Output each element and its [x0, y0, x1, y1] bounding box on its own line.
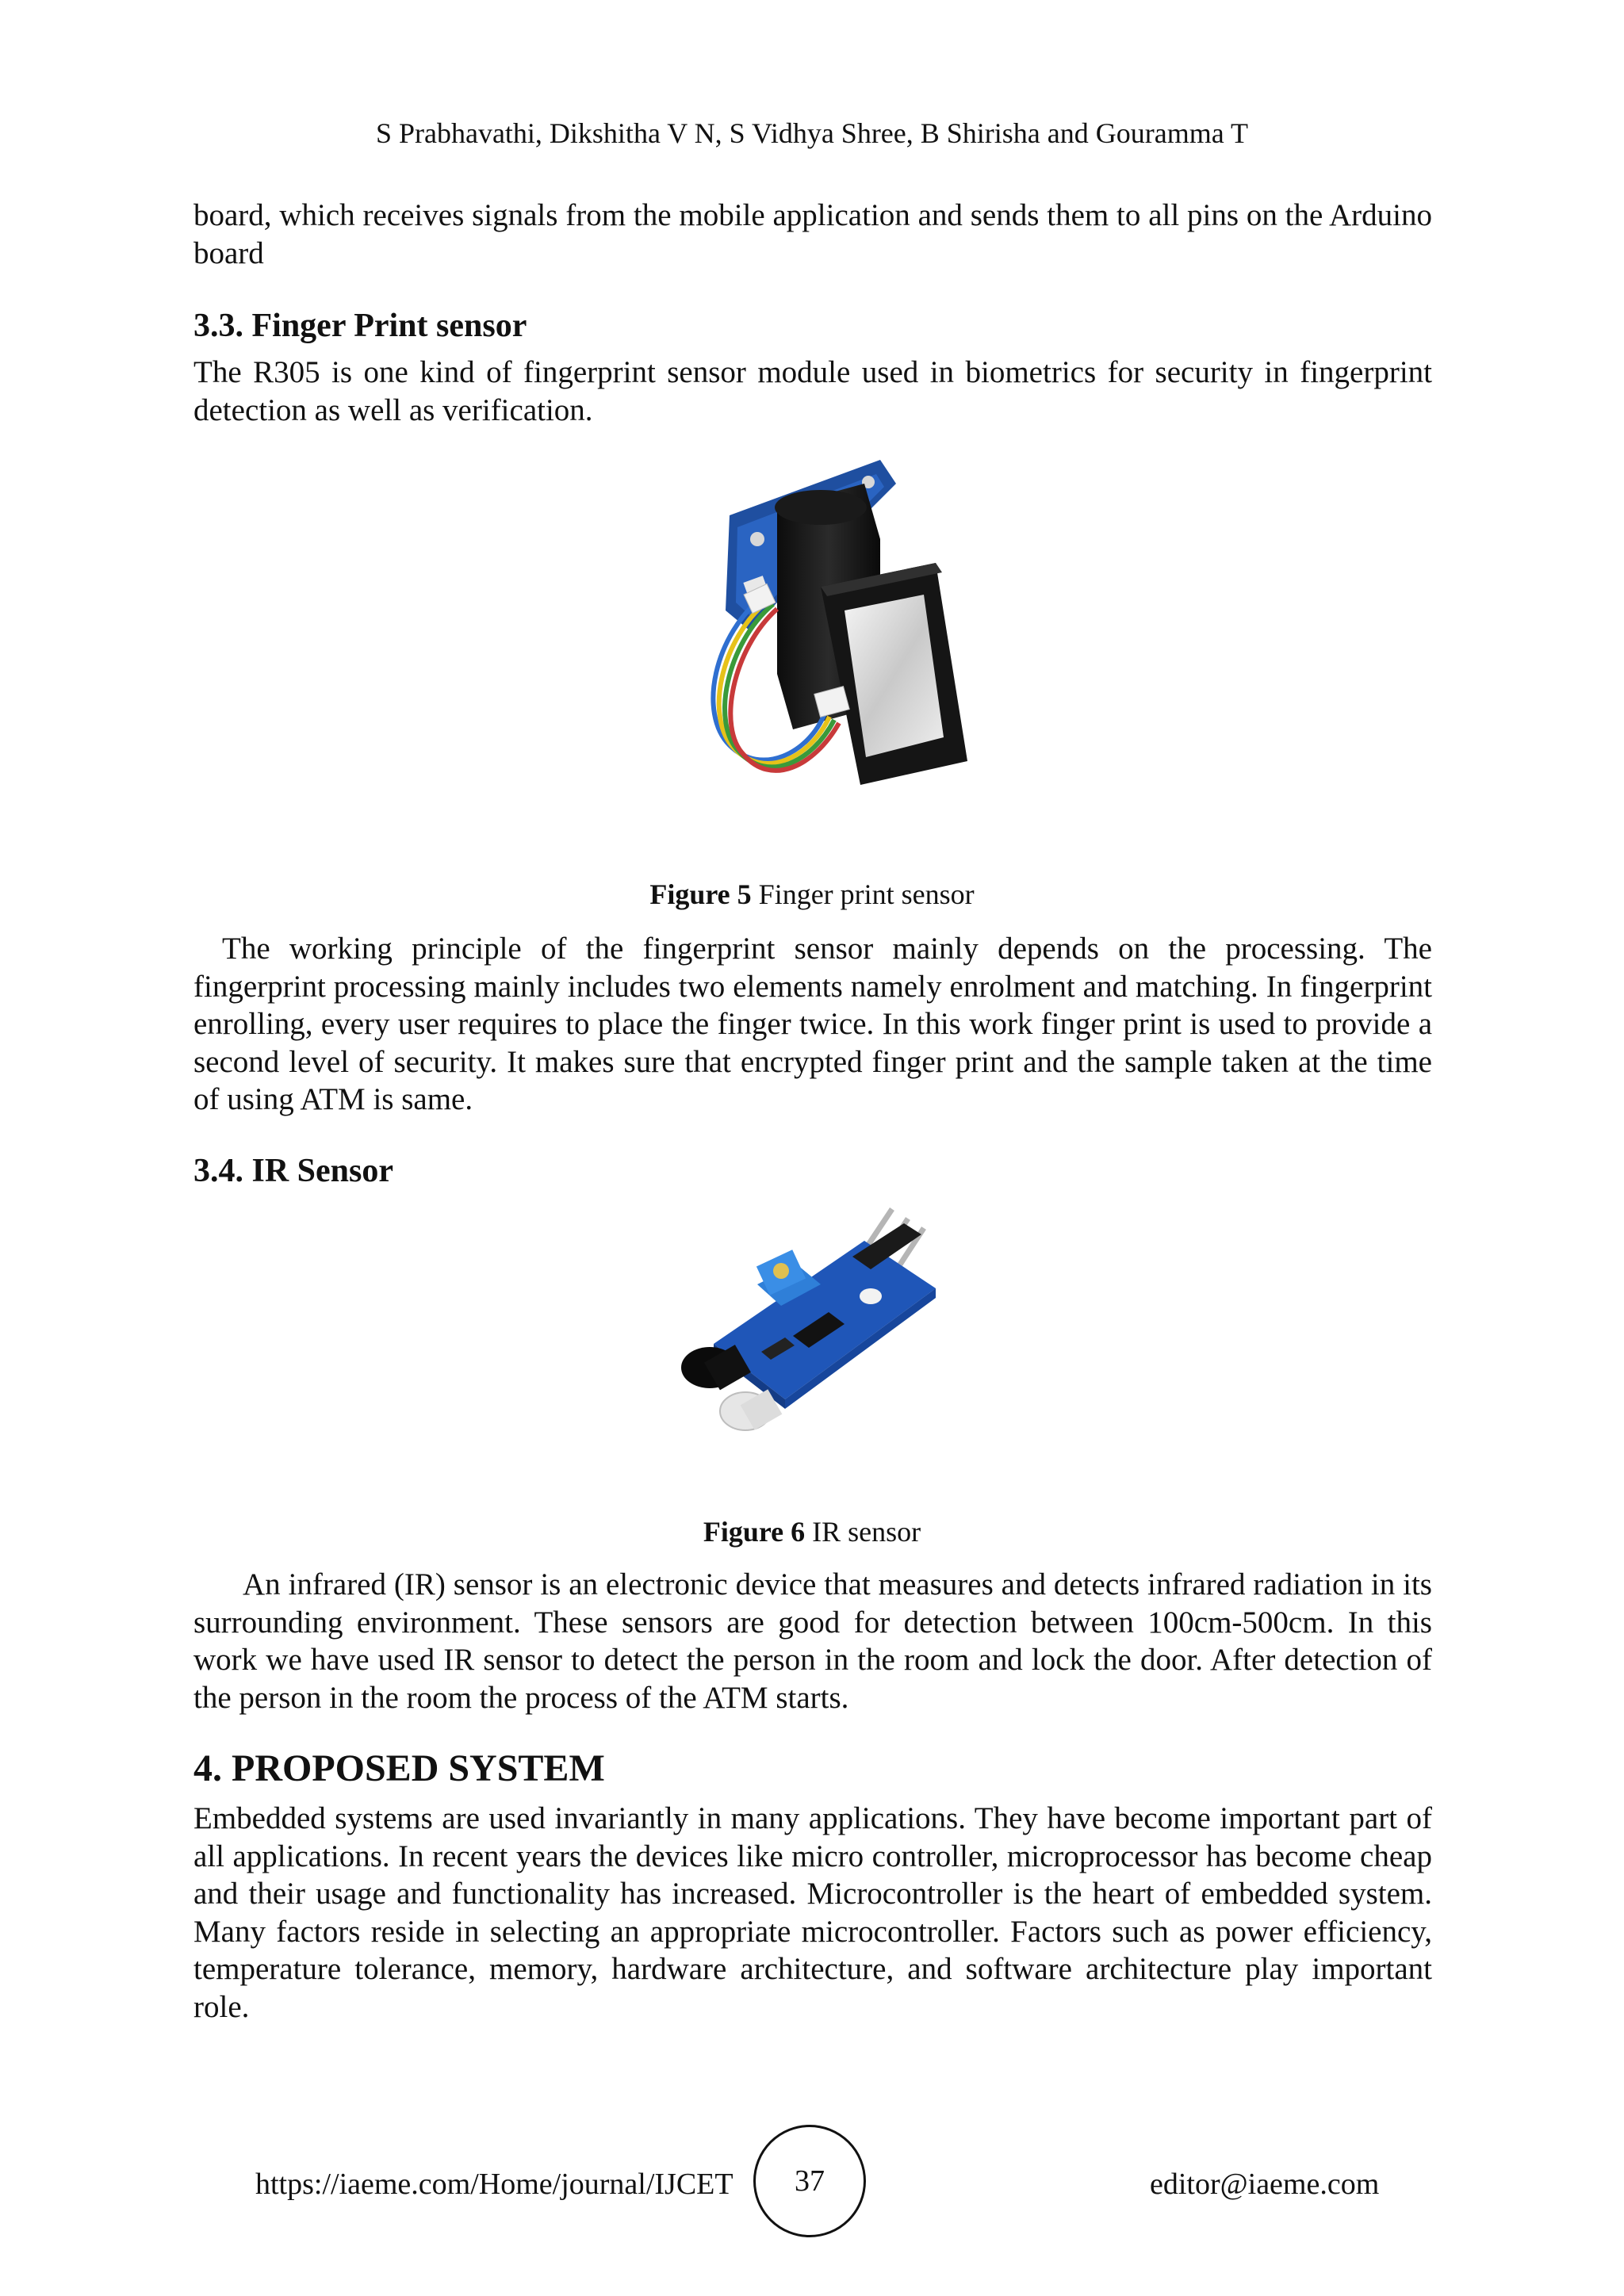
- body-text: The working principle of the fingerprint sensor mainly depends on the processing. The fingerprint processing mainly includes two elements namely enrolment and matching. In fingerprint enrolling, every user requires to place the finger twice. In this work finger print is used to provide a second level of security. It makes sure that encrypted finger print and the sample taken at the time of using ATM is same.: [193, 932, 1432, 1116]
- figure-5-image: [682, 452, 1023, 825]
- body-text: Embedded systems are used invariantly in many applications. They have become important part of all applications. In recent years the devices like micro controller, microprocessor has become cheap and their usage and functionality has increased. Microcontroller is the heart of embedded system. Many factors reside in selecting an appropriate microcontroller. Factors such as power efficiency, temperature tolerance, memory, hardware architecture, and software architecture play important role.: [193, 1801, 1432, 2024]
- paragraph-working-principle: [193, 930, 1432, 1119]
- footer-email: editor@iaeme.com: [1150, 2168, 1380, 2201]
- figure-6-label: Figure 6: [703, 1516, 806, 1548]
- paragraph-infrared: [193, 1566, 1432, 1716]
- section-3-4: [193, 1151, 1432, 1191]
- figure-5-caption-text: Finger print sensor: [758, 878, 975, 910]
- section-3-3: [193, 306, 1432, 346]
- figure-5-label: Figure 5: [649, 878, 752, 910]
- paragraph-embedded-systems: [193, 1800, 1432, 2026]
- section-heading-3-3: 3.3. Finger Print sensor: [193, 308, 527, 344]
- footer-journal-url: https://iaeme.com/Home/journal/IJCET: [255, 2168, 733, 2201]
- paragraph-r305: [193, 354, 1432, 429]
- figure-6-image: [666, 1201, 952, 1455]
- figure-6-caption: [0, 1514, 1624, 1549]
- body-text: board, which receives signals from the mobile application and sends them to all pins on the Arduino board: [193, 198, 1432, 270]
- running-header-authors: S Prabhavathi, Dikshitha V N, S Vidhya Shree, B Shirisha and Gouramma T: [375, 117, 1249, 149]
- figure-5-caption: [0, 877, 1624, 912]
- ir-sensor-illustration: [666, 1201, 952, 1455]
- body-text: The R305 is one kind of fingerprint sensor module used in biometrics for security in fingerprint detection as well as verification.: [193, 355, 1432, 427]
- body-text: An infrared (IR) sensor is an electronic device that measures and detects infrared radiation in its surrounding environment. These sensors are good for detection between 100cm-500cm. In this work we have used IR sensor to detect the person in the room and lock the door. After detection of the person in the room the process of the ATM starts.: [193, 1567, 1432, 1715]
- section-heading-3-4: 3.4. IR Sensor: [193, 1153, 394, 1189]
- fingerprint-sensor-illustration: [682, 452, 1023, 825]
- section-heading-4: 4. PROPOSED SYSTEM: [193, 1747, 605, 1789]
- page-number: 37: [753, 2125, 866, 2237]
- figure-6-caption-text: IR sensor: [812, 1516, 921, 1548]
- paragraph-continuation: [193, 197, 1432, 272]
- section-4: [193, 1747, 1432, 1791]
